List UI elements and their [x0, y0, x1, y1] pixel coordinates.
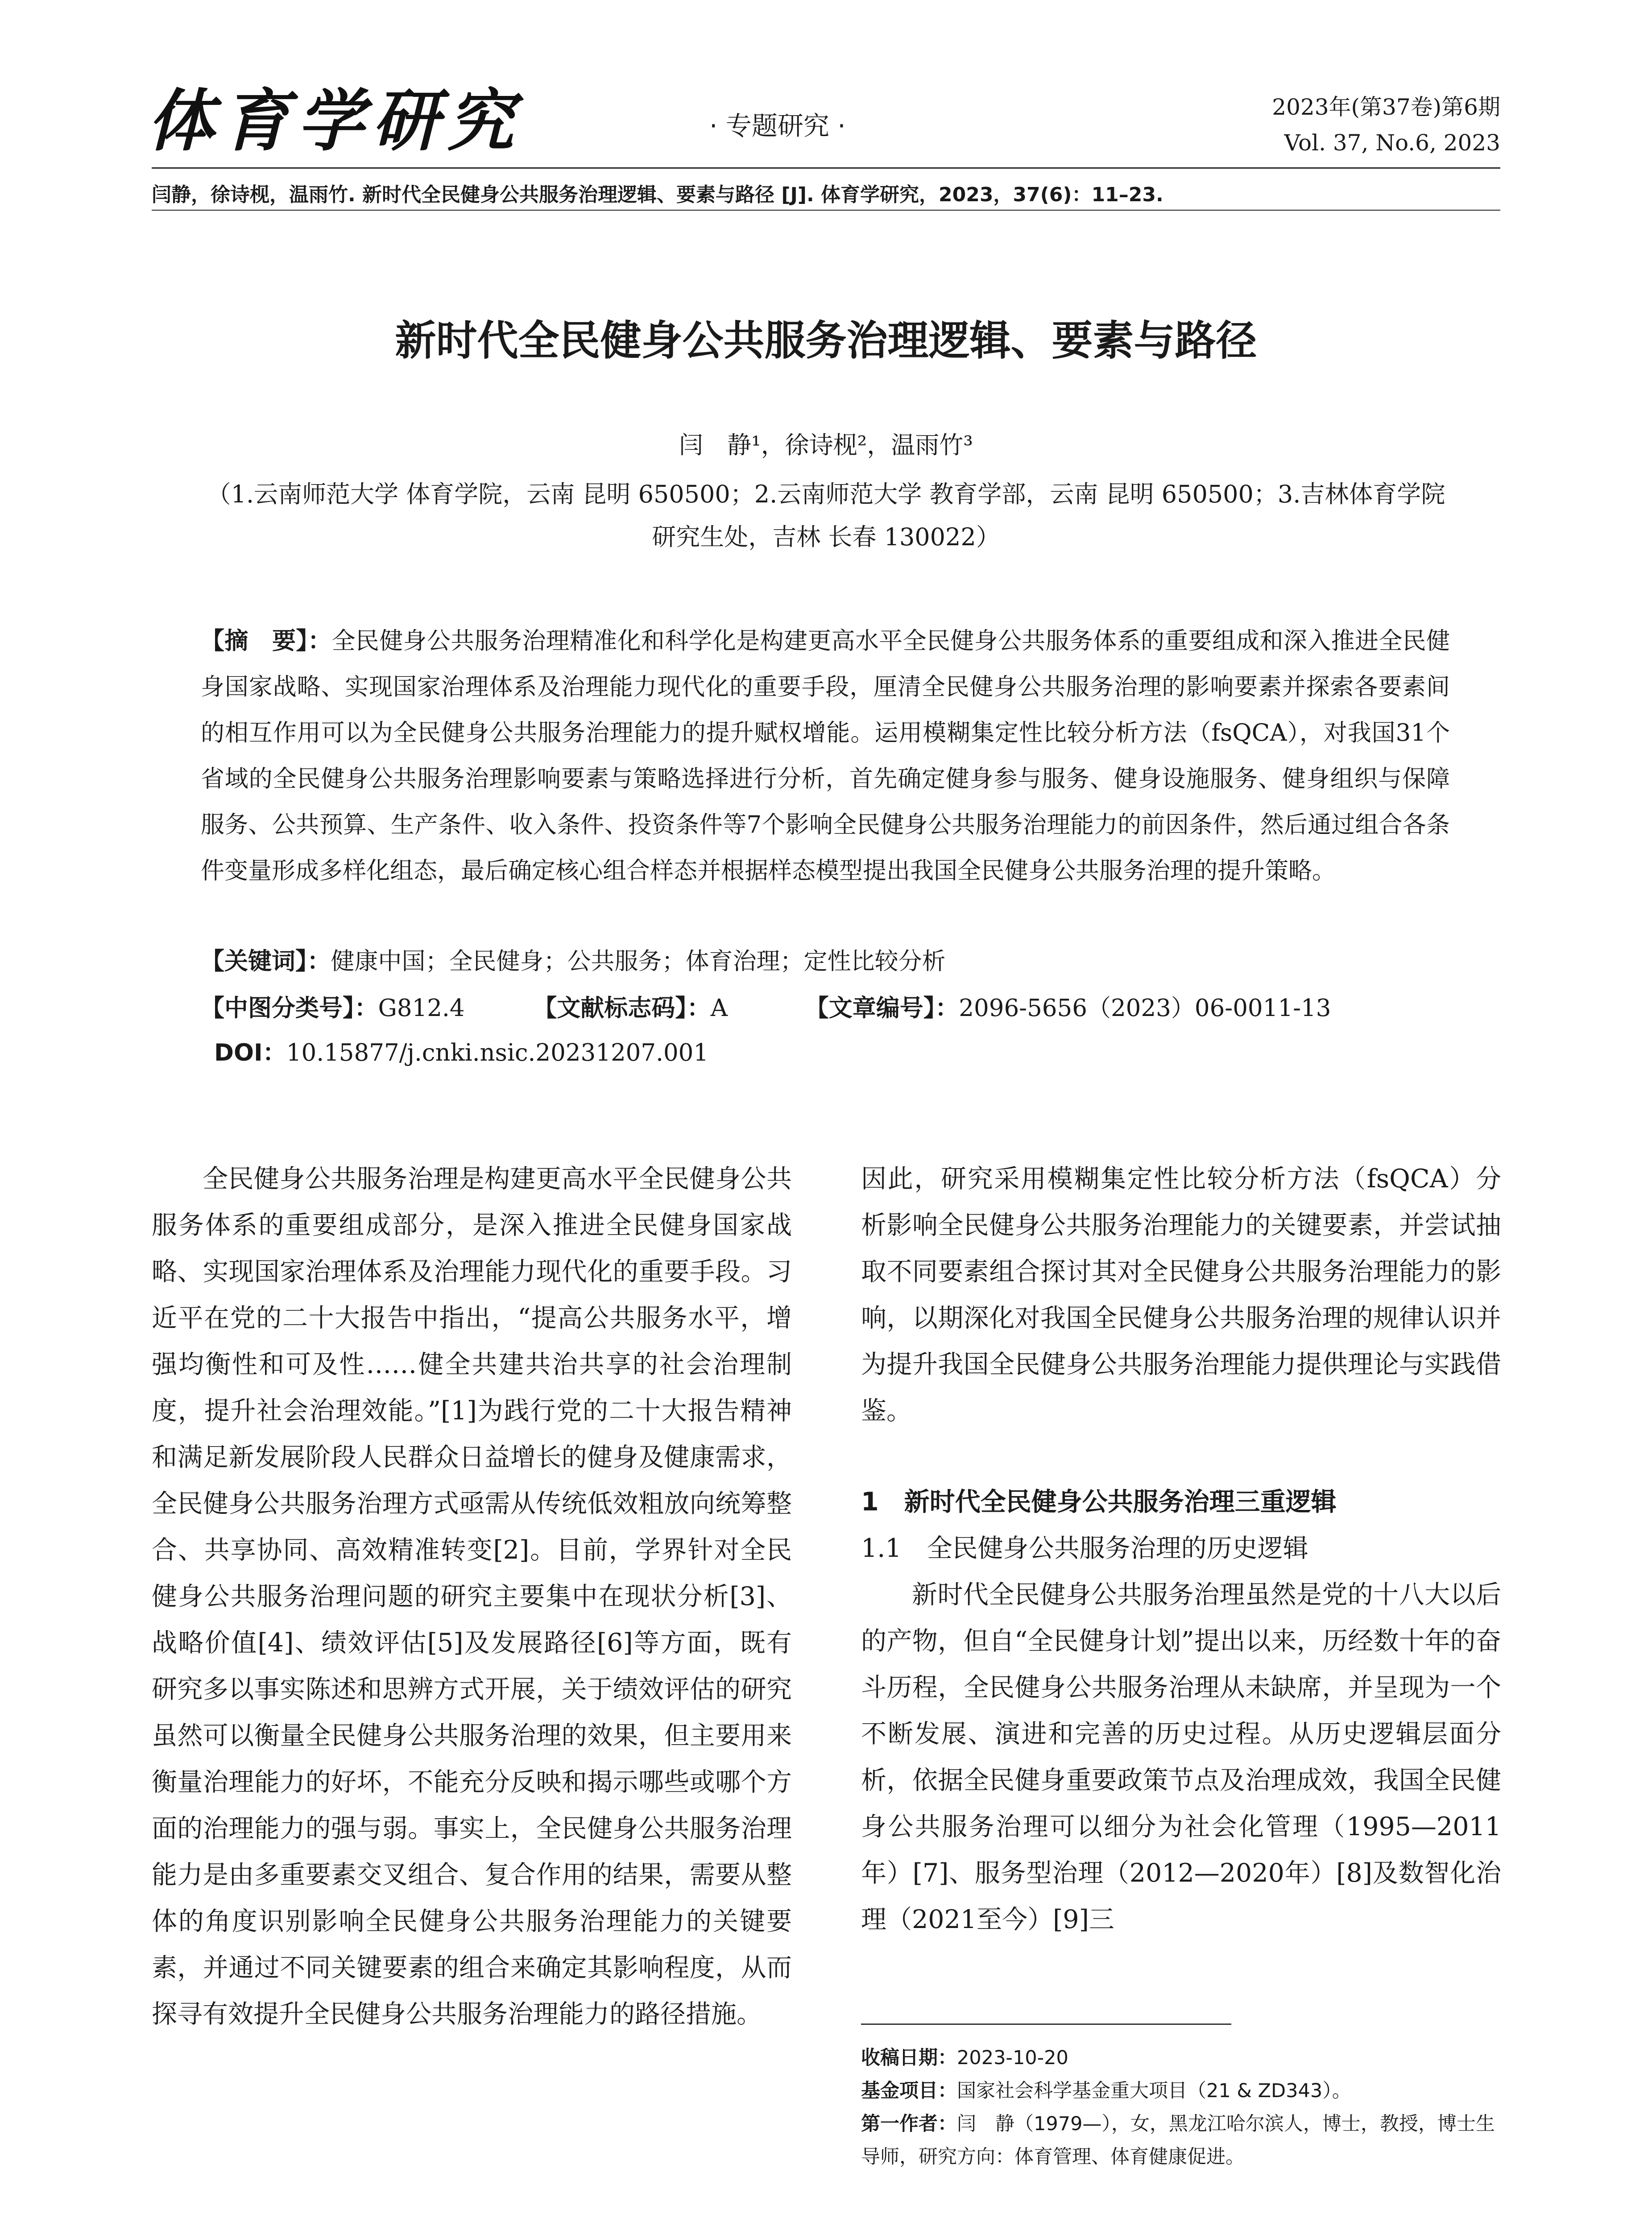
- header-rule: [152, 167, 1500, 169]
- footnote-rule: [861, 2024, 1231, 2025]
- fund-project: 基金项目：国家社会科学基金重大项目（21 & ZD343）。: [861, 2080, 1351, 2102]
- citation-rule: [152, 210, 1500, 211]
- affiliation-line: 研究生处，吉林 长春 130022）: [652, 523, 1000, 551]
- abstract: [201, 618, 1450, 894]
- affiliation-line: （1.云南师范大学 体育学院，云南 昆明 650500；2.云南师范大学 教育学部，云南 昆明 650500；3.吉林体育学院: [207, 480, 1445, 508]
- issue-info: [1272, 89, 1500, 161]
- doi-value: 10.15877/j.cnki.nsic.20231207.001: [286, 1039, 709, 1066]
- affiliations: [152, 473, 1500, 559]
- body-right-column: [861, 1156, 1501, 1943]
- clc-label: 【中图分类号】：: [201, 995, 378, 1022]
- clc-value: G812.4: [378, 995, 465, 1022]
- body-left-column: [152, 1156, 792, 2037]
- doi-line: [214, 1031, 1463, 1075]
- doi-label: DOI：: [214, 1039, 286, 1066]
- footnote: [861, 2041, 1501, 2173]
- article-no-label: 【文章编号】：: [805, 995, 959, 1022]
- classification-line: [201, 986, 1450, 1031]
- subsection-heading: 1.1 全民健身公共服务治理的历史逻辑: [861, 1534, 1308, 1563]
- keywords: [201, 939, 1450, 984]
- article-title: 新时代全民健身公共服务治理逻辑、要素与路径: [395, 317, 1257, 365]
- abstract-text: 全民健身公共服务治理精准化和科学化是构建更高水平全民健身公共服务体系的重要组成和深入推进全民健身国家战略、实现国家治理体系及治理能力现代化的重要手段，厘清全民健身公共服务治理的影响要素并探索各要素间的相互作用可以为全民健身公共服务治理能力的提升赋权增能。运用模糊集定性比较分析方法（fsQCA），对我国31个省域的全民健身公共服务治理影响要素与策略选择进行分析，首先确定健身参与服务、健身设施服务、健身组织与保障服务、公共预算、生产条件、收入条件、投资条件等7个影响全民健身公共服务治理能力的前因条件，然后通过组合各条件变量形成多样化组态，最后确定核心组合样态并根据样态模型提出我国全民健身公共服务治理的提升策略。: [201, 627, 1450, 884]
- received-date: 收稿日期：2023-10-20: [861, 2047, 1068, 2069]
- body-paragraph: 全民健身公共服务治理是构建更高水平全民健身公共服务体系的重要组成部分，是深入推进全民健身国家战略、实现国家治理体系及治理能力现代化的重要手段。习近平在党的二十大报告中指出，“提高公共服务水平，增强均衡性和可及性……健全共建共治共享的社会治理制度，提升社会治理效能。”[1]为践行党的二十大报告精神和满足新发展阶段人民群众日益增长的健身及健康需求，全民健身公共服务治理方式亟需从传统低效粗放向统筹整合、共享协同、高效精准转变[2]。目前，学界针对全民健身公共服务治理问题的研究主要集中在现状分析[3]、战略价值[4]、绩效评估[5]及发展路径[6]等方面，既有研究多以事实陈述和思辨方式开展，关于绩效评估的研究虽然可以衡量全民健身公共服务治理的效果，但主要用来衡量治理能力的好坏，不能充分反映和揭示哪些或哪个方面的治理能力的强与弱。事实上，全民健身公共服务治理能力是由多重要素交叉组合、复合作用的结果，需要从整体的角度识别影响全民健身公共服务治理能力的关键要素，并通过不同关键要素的组合来确定其影响程度，从而探寻有效提升全民健身公共服务治理能力的路径措施。: [152, 1164, 792, 2029]
- issue-en: Vol. 37, No.6, 2023: [1284, 130, 1500, 156]
- doc-code-label: 【文献标志码】：: [533, 995, 711, 1022]
- section-heading: 1 新时代全民健身公共服务治理三重逻辑: [861, 1487, 1337, 1517]
- keywords-label: 【关键词】：: [201, 948, 331, 975]
- body-paragraph: 新时代全民健身公共服务治理虽然是党的十八大以后的产物，但自“全民健身计划”提出以来，历经数十年的奋斗历程，全民健身公共服务治理从未缺席，并呈现为一个不断发展、演进和完善的历史过程。从历史逻辑层面分析，依据全民健身重要政策节点及治理成效，我国全民健身公共服务治理可以细分为社会化管理（1995—2011年）[7]、服务型治理（2012—2020年）[8]及数智化治理（2021至今）[9]三: [861, 1580, 1501, 1934]
- journal-logo: 体育学研究: [147, 82, 522, 160]
- first-author: 第一作者：闫 静（1979—），女，黑龙江哈尔滨人，博士，教授，博士生导师，研究方向：体育管理、体育健康促进。: [861, 2113, 1495, 2168]
- issue-cn: 2023年(第37卷)第6期: [1272, 94, 1500, 120]
- body-paragraph: 因此，研究采用模糊集定性比较分析方法（fsQCA）分析影响全民健身公共服务治理能力的关键要素，并尝试抽取不同要素组合探讨其对全民健身公共服务治理能力的影响，以期深化对我国全民健身公共服务治理的规律认识并为提升我国全民健身公共服务治理能力提供理论与实践借鉴。: [861, 1164, 1501, 1426]
- doc-code-value: A: [710, 995, 728, 1022]
- author-list: 闫 静¹，徐诗枧²，温雨竹³: [679, 431, 973, 459]
- article-no-value: 2096-5656（2023）06-0011-13: [959, 995, 1331, 1022]
- column-label: · 专题研究 ·: [709, 111, 846, 141]
- keywords-text: 健康中国；全民健身；公共服务；体育治理；定性比较分析: [331, 948, 946, 975]
- citation-line: 闫静，徐诗枧，温雨竹. 新时代全民健身公共服务治理逻辑、要素与路径 [J]. 体育学研究，2023，37(6)：11–23.: [152, 183, 1163, 206]
- abstract-label: 【摘 要】：: [201, 627, 332, 655]
